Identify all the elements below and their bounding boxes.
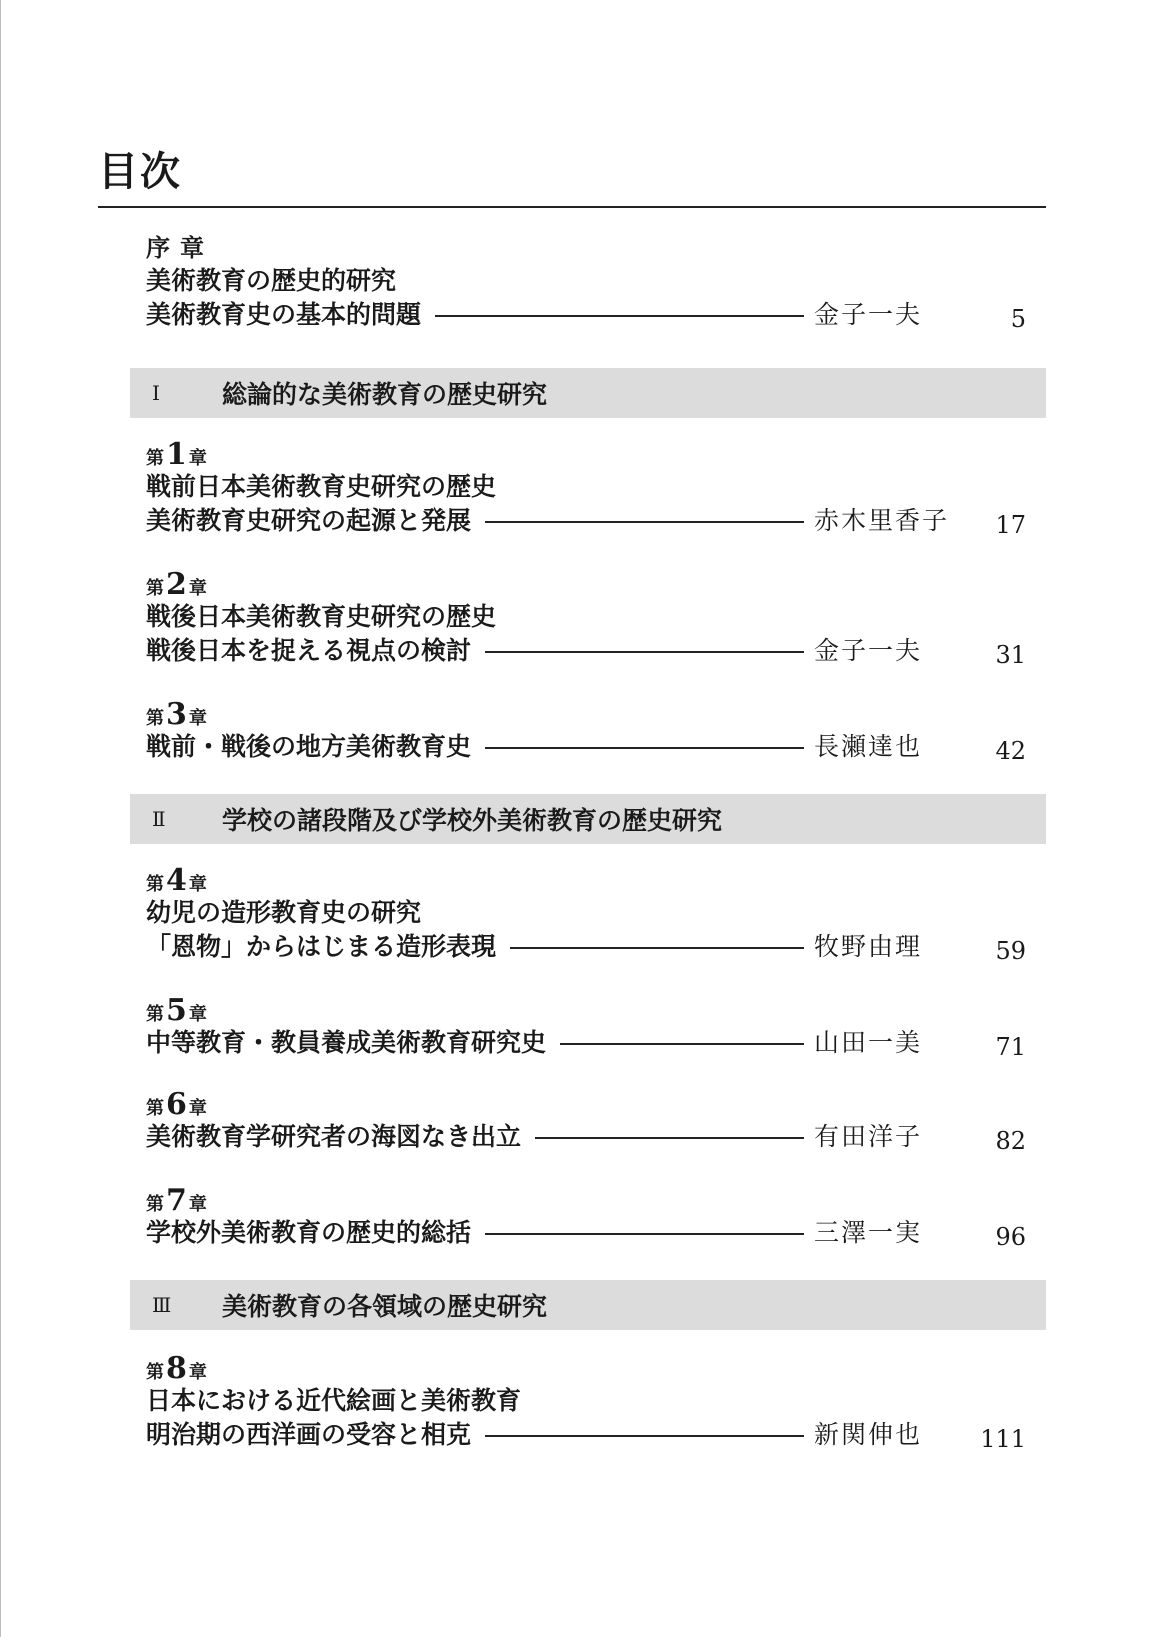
part-number: Ⅲ xyxy=(152,1293,172,1317)
chapter-number: 5 xyxy=(166,993,187,1028)
chapter-prefix: 第 xyxy=(146,578,164,599)
chapter-4-entry[interactable] xyxy=(146,863,1026,965)
chapter-title: 学校外美術教育の歴史的総括 xyxy=(146,1218,472,1247)
chapter-author: 有田洋子 xyxy=(814,1122,923,1151)
chapter-author: 長瀬達也 xyxy=(814,732,923,761)
chapter-number: 8 xyxy=(166,1351,187,1386)
part-title: 学校の諸段階及び学校外美術教育の歴史研究 xyxy=(222,806,723,835)
chapter-number: 2 xyxy=(166,567,187,602)
chapter-title: 日本における近代絵画と美術教育 xyxy=(146,1386,522,1415)
chapter-3-entry[interactable] xyxy=(146,697,1026,765)
chapter-suffix: 章 xyxy=(188,1098,207,1119)
part-number: Ⅱ xyxy=(152,807,166,831)
leader-line xyxy=(485,521,804,523)
part-header-3 xyxy=(130,1280,1046,1330)
chapter-6-entry[interactable] xyxy=(146,1087,1026,1155)
leader-line xyxy=(435,315,804,317)
chapter-page: 42 xyxy=(995,737,1026,765)
intro-author: 金子一夫 xyxy=(814,300,923,329)
chapter-subtitle-line xyxy=(146,504,1026,538)
chapter-5-entry[interactable] xyxy=(146,993,1026,1061)
chapter-prefix: 第 xyxy=(146,1194,164,1215)
chapter-title-line xyxy=(146,1026,1026,1060)
chapter-label xyxy=(146,993,1026,1028)
chapter-number: 4 xyxy=(166,863,187,898)
chapter-author: 赤木里香子 xyxy=(814,506,950,535)
leader-line xyxy=(485,747,804,749)
chapter-title: 戦前・戦後の地方美術教育史 xyxy=(146,732,472,761)
chapter-title-line xyxy=(146,1120,1026,1154)
chapter-number: 3 xyxy=(166,697,187,732)
chapter-subtitle-line xyxy=(146,634,1026,668)
chapter-title: 幼児の造形教育史の研究 xyxy=(146,898,422,927)
leader-line xyxy=(535,1137,804,1139)
leader-line xyxy=(560,1043,804,1045)
chapter-label xyxy=(146,1351,1026,1386)
chapter-suffix: 章 xyxy=(188,448,207,469)
chapter-prefix: 第 xyxy=(146,448,164,469)
chapter-suffix: 章 xyxy=(188,1194,207,1215)
chapter-number: 6 xyxy=(166,1087,187,1122)
chapter-prefix: 第 xyxy=(146,874,164,895)
part-number: Ⅰ xyxy=(152,381,160,405)
chapter-1-entry[interactable] xyxy=(146,437,1026,539)
chapter-label xyxy=(146,437,1026,472)
page-edge xyxy=(0,0,1,1637)
chapter-suffix: 章 xyxy=(188,874,207,895)
chapter-title: 中等教育・教員養成美術教育研究史 xyxy=(146,1028,547,1057)
chapter-label xyxy=(146,697,1026,732)
chapter-label xyxy=(146,1183,1026,1218)
title-rule xyxy=(98,206,1046,208)
chapter-author: 三澤一実 xyxy=(814,1218,923,1247)
chapter-author: 新関伸也 xyxy=(814,1420,923,1449)
chapter-subtitle: 戦後日本を捉える視点の検討 xyxy=(146,636,472,665)
chapter-suffix: 章 xyxy=(188,708,207,729)
leader-line xyxy=(485,1233,804,1235)
chapter-subtitle-line xyxy=(146,1418,1026,1452)
chapter-page: 96 xyxy=(995,1223,1026,1251)
chapter-8-entry[interactable] xyxy=(146,1351,1026,1453)
chapter-page: 71 xyxy=(995,1033,1026,1061)
chapter-suffix: 章 xyxy=(188,1004,207,1025)
chapter-number: 1 xyxy=(166,437,187,472)
chapter-title: 美術教育学研究者の海図なき出立 xyxy=(146,1122,522,1151)
part-header-1 xyxy=(130,368,1046,418)
intro-page: 5 xyxy=(1010,305,1026,333)
chapter-page: 31 xyxy=(995,641,1026,669)
chapter-7-entry[interactable] xyxy=(146,1183,1026,1251)
chapter-title-line xyxy=(146,1216,1026,1250)
chapter-author: 金子一夫 xyxy=(814,636,923,665)
chapter-page: 111 xyxy=(980,1425,1026,1453)
chapter-page: 17 xyxy=(995,511,1026,539)
toc-title: 目次 xyxy=(98,148,182,195)
chapter-page: 82 xyxy=(995,1127,1026,1155)
chapter-title: 戦後日本美術教育史研究の歴史 xyxy=(146,602,497,631)
chapter-suffix: 章 xyxy=(188,1362,207,1383)
intro-subtitle: 美術教育史の基本的問題 xyxy=(146,300,422,329)
chapter-label xyxy=(146,567,1026,602)
chapter-suffix: 章 xyxy=(188,578,207,599)
chapter-prefix: 第 xyxy=(146,708,164,729)
part-header-2 xyxy=(130,794,1046,844)
chapter-number: 7 xyxy=(166,1183,187,1218)
leader-line xyxy=(485,651,804,653)
chapter-subtitle: 明治期の西洋画の受容と相克 xyxy=(146,1420,472,1449)
chapter-title-line xyxy=(146,730,1026,764)
chapter-subtitle: 美術教育史研究の起源と発展 xyxy=(146,506,472,535)
chapter-prefix: 第 xyxy=(146,1004,164,1025)
chapter-title: 戦前日本美術教育史研究の歴史 xyxy=(146,472,497,501)
chapter-subtitle-line xyxy=(146,930,1026,964)
chapter-2-entry[interactable] xyxy=(146,567,1026,669)
part-title: 総論的な美術教育の歴史研究 xyxy=(222,380,548,409)
intro-label: 序章 xyxy=(146,233,214,262)
chapter-prefix: 第 xyxy=(146,1098,164,1119)
intro-entry[interactable] xyxy=(146,232,1026,332)
leader-line xyxy=(485,1435,804,1437)
intro-title: 美術教育の歴史的研究 xyxy=(146,266,397,295)
intro-subtitle-line xyxy=(146,298,1026,332)
leader-line xyxy=(510,947,804,949)
chapter-author: 牧野由理 xyxy=(814,932,923,961)
chapter-label xyxy=(146,1087,1026,1122)
chapter-label xyxy=(146,863,1026,898)
chapter-page: 59 xyxy=(995,937,1026,965)
chapter-prefix: 第 xyxy=(146,1362,164,1383)
chapter-subtitle: 「恩物」からはじまる造形表現 xyxy=(146,932,497,961)
part-title: 美術教育の各領域の歴史研究 xyxy=(222,1292,548,1321)
chapter-author: 山田一美 xyxy=(814,1028,923,1057)
